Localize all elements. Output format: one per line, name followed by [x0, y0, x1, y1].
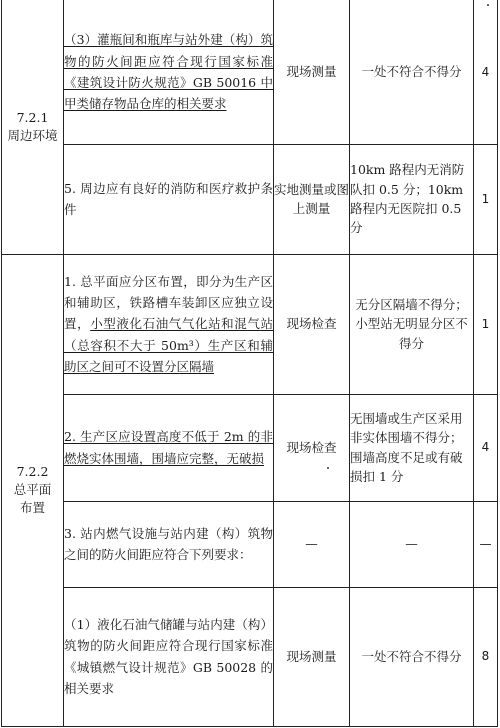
points-cell: 4 [474, 394, 498, 501]
points-cell: 4 [474, 0, 498, 144]
clause-title-line2: 布置 [19, 500, 45, 516]
requirement-text: （1）液化石油气储罐与站内建（构）筑物的防火间距应符合现行国家标准《城镇燃气设计规范》GB 50028 的相关要求 [64, 617, 273, 696]
requirement-underlined-text: 小型液化石油气气化站和混气站（总容积不大于 50m³）生产区和辅助区之间可不设置分区隔墙 [64, 316, 273, 374]
method-cell: 现场检查 [274, 254, 350, 394]
scan-speck [487, 4, 489, 6]
requirement-text: 2. 生产区应设置高度不低于 2m 的非燃烧实体围墙，围墙应完整，无破损 [64, 429, 273, 466]
scan-speck [327, 467, 329, 469]
requirement-text: 3. 站内燃气设施与站内建（构）筑物之间的防火间距应符合下列要求： [64, 525, 273, 562]
method-cell: 现场测量 [274, 0, 350, 144]
scoring-cell: — [350, 501, 474, 587]
requirement-cell [64, 587, 274, 726]
scoring-line: 小型站无明显分区不得分 [355, 316, 468, 351]
clause-cell-7-2-1 [2, 0, 64, 254]
requirement-cell [64, 254, 274, 394]
table-row [2, 587, 498, 726]
points-cell: 8 [474, 587, 498, 726]
scoring-cell: 无围墙或生产区采用非实体围墙不得分；围墙高度不足或有破损扣 1 分 [350, 394, 474, 501]
method-cell: 现场测量 [274, 587, 350, 726]
points-cell: — [474, 501, 498, 587]
method-cell: 实地测量或图上测量 [274, 144, 350, 254]
scoring-cell [350, 254, 474, 394]
scoring-cell: 一处不符合不得分 [350, 587, 474, 726]
requirement-cell [64, 501, 274, 587]
requirement-text: 1. 总平面应分区布置，即分为生产区和辅助区，铁路槽车装卸区应独立设置， [64, 273, 273, 332]
clause-title: 周边环境 [7, 127, 58, 143]
table-row [2, 501, 498, 587]
method-cell: — [274, 501, 350, 587]
table-row [2, 0, 498, 144]
clause-title-line1: 总平面 [13, 481, 52, 497]
scoring-cell: 10km 路程内无消防队扣 0.5 分；10km 路程内无医院扣 0.5 分 [350, 144, 474, 254]
clause-number: 7.2.1 [16, 109, 49, 125]
requirement-text: （3）灌瓶间和瓶库与站外建（构）筑物的防火间距应符合现行国家标准《建筑设计防火规范》GB 50016 中甲类储存物品仓库的相关要求 [64, 32, 273, 111]
table-row [2, 254, 498, 394]
table-row [2, 394, 498, 501]
requirement-text: 5. 周边应有良好的消防和医疗救护条件 [64, 180, 273, 217]
points-cell: 1 [474, 254, 498, 394]
requirement-cell [64, 0, 274, 144]
requirement-cell [64, 394, 274, 501]
clause-number: 7.2.2 [16, 463, 49, 479]
method-cell: 现场检查 [274, 394, 350, 501]
clause-cell-7-2-2 [2, 254, 64, 726]
evaluation-table [1, 0, 498, 727]
scoring-line: 无分区隔墙不得分； [355, 296, 468, 312]
scoring-cell: 一处不符合不得分 [350, 0, 474, 144]
points-cell: 1 [474, 144, 498, 254]
table-row [2, 144, 498, 254]
requirement-cell [64, 144, 274, 254]
